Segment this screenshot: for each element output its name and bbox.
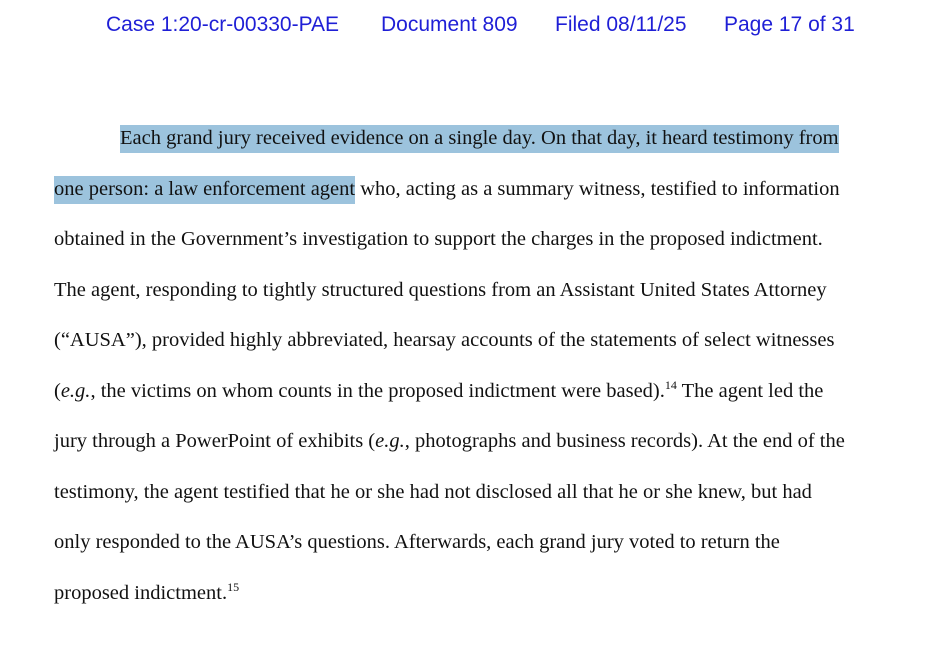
text-line-8[interactable]: testimony, the agent testified that he or she had not disclosed all that he or she knew, but had [54, 480, 812, 503]
filed-date: Filed 08/11/25 [555, 13, 687, 36]
case-number: Case 1:20-cr-00330-PAE [106, 13, 340, 36]
text-line-6[interactable] [54, 378, 916, 429]
document-number: Document 809 [381, 13, 518, 36]
body-paragraph[interactable] [54, 125, 916, 630]
filing-header [0, 13, 948, 41]
selected-text-1[interactable]: Each grand jury received evidence on a single day. On that day, it heard testimony from [120, 125, 839, 153]
text-line-5[interactable]: (“AUSA”), provided highly abbreviated, hearsay accounts of the statements of select witnesses [54, 329, 835, 351]
page-indicator: Page 17 of 31 [724, 13, 855, 36]
italic-eg: e.g. [375, 430, 405, 452]
text-segment: , the victims on whom counts in the proposed indictment were based). [90, 379, 665, 402]
text-segment: The agent led the [676, 379, 824, 402]
italic-eg: e.g. [60, 379, 91, 402]
text-segment: ( [54, 379, 61, 402]
text-segment: proposed indictment. [54, 581, 228, 604]
text-line-9[interactable]: only responded to the AUSA’s questions. Afterwards, each grand jury voted to return the [54, 531, 780, 553]
footnote-ref-15[interactable]: 15 [227, 579, 240, 594]
text-line-4[interactable]: The agent, responding to tightly structured questions from an Assistant United States Attorney [54, 278, 827, 301]
text-line-10[interactable] [54, 580, 916, 631]
text-line-3[interactable]: obtained in the Government’s investigation to support the charges in the proposed indictment. [54, 228, 823, 250]
selected-text-2[interactable]: one person: a law enforcement agent [54, 176, 355, 204]
footnote-ref-14[interactable]: 14 [664, 377, 677, 392]
text-line-1[interactable] [54, 125, 916, 176]
text-line-7[interactable] [54, 428, 916, 479]
text-segment: , photographs and business records). At the end of the [404, 430, 845, 452]
text-line-2[interactable] [54, 176, 916, 227]
text-segment: who, acting as a summary witness, testified to information [355, 177, 840, 200]
text-segment: jury through a PowerPoint of exhibits ( [54, 430, 376, 452]
